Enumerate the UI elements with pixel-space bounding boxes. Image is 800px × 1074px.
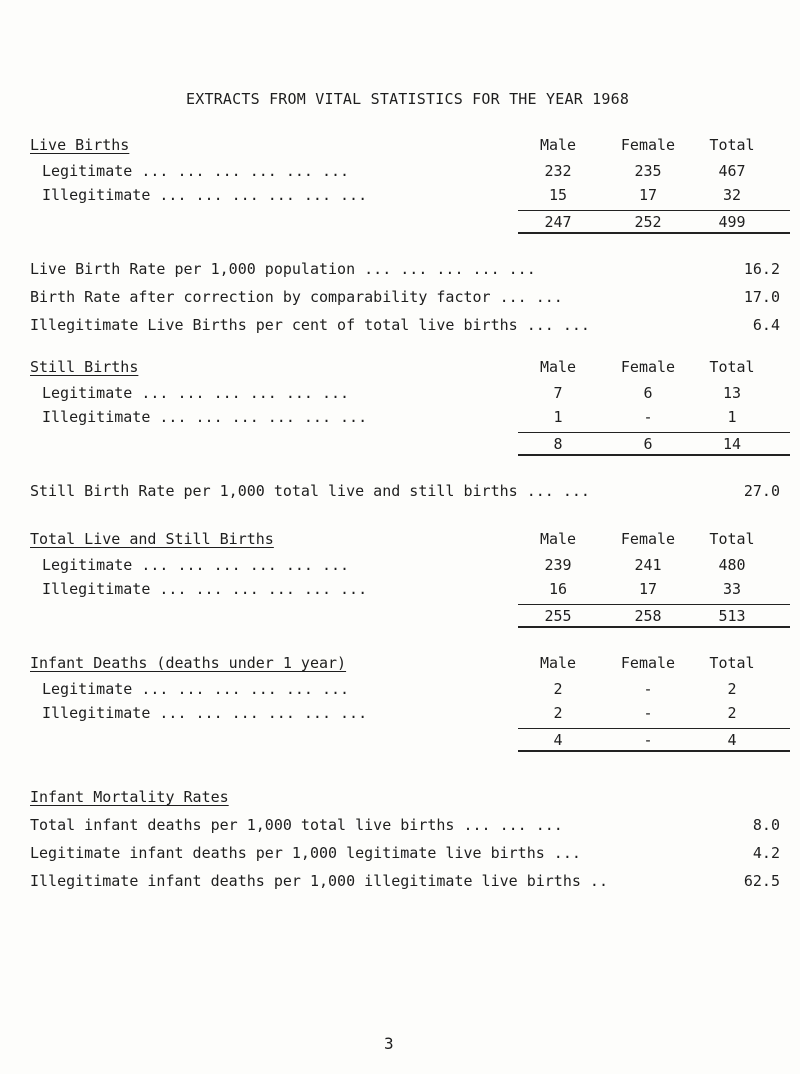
- divider: [518, 210, 790, 211]
- grand-total: 14: [722, 435, 742, 453]
- table-row: [30, 384, 770, 408]
- rate-value: 4.2: [752, 844, 780, 862]
- total-value: 467: [718, 162, 746, 180]
- totals-row: [30, 604, 770, 632]
- table-row: [30, 704, 770, 728]
- total-value: 32: [722, 186, 742, 204]
- section-header: [30, 788, 770, 816]
- female-value: -: [643, 704, 653, 722]
- live-births-section: [30, 136, 770, 238]
- rate-label: Illegitimate Live Births per cent of total live births ... ...: [30, 316, 590, 334]
- infant-deaths-section: [30, 654, 770, 756]
- female-value: 235: [634, 162, 662, 180]
- female-value: 17: [638, 580, 658, 598]
- rate-label: Total infant deaths per 1,000 total live births ... ... ...: [30, 816, 563, 834]
- rate-value: 27.0: [743, 482, 780, 500]
- male-total: 8: [553, 435, 563, 453]
- female-column-header: Female: [620, 358, 676, 376]
- female-value: -: [643, 680, 653, 698]
- rate-label: Still Birth Rate per 1,000 total live and still births ... ...: [30, 482, 590, 500]
- male-value: 15: [548, 186, 568, 204]
- male-column-header: Male: [539, 358, 577, 376]
- male-value: 232: [544, 162, 572, 180]
- divider: [518, 604, 790, 605]
- divider: [518, 626, 790, 628]
- female-value: 6: [643, 384, 653, 402]
- row-label: Illegitimate ... ... ... ... ... ...: [42, 408, 368, 426]
- male-value: 239: [544, 556, 572, 574]
- section-heading: Infant Deaths (deaths under 1 year): [30, 654, 347, 672]
- rate-value: 6.4: [752, 316, 780, 334]
- female-column-header: Female: [620, 530, 676, 548]
- female-total: 258: [634, 607, 662, 625]
- rate-row: [30, 872, 780, 900]
- rate-label: Live Birth Rate per 1,000 population ... ... ... ... ...: [30, 260, 536, 278]
- total-value: 480: [718, 556, 746, 574]
- row-label: Legitimate ... ... ... ... ... ...: [42, 162, 350, 180]
- page-number: 3: [384, 1034, 394, 1053]
- grand-total: 4: [727, 731, 737, 749]
- section-header: [30, 358, 770, 384]
- divider: [518, 454, 790, 456]
- grand-total: 499: [718, 213, 746, 231]
- total-value: 33: [722, 580, 742, 598]
- table-row: [30, 680, 770, 704]
- female-total: 252: [634, 213, 662, 231]
- section-header: [30, 136, 770, 162]
- total-column-header: Total: [709, 530, 755, 548]
- total-column-header: Total: [709, 136, 755, 154]
- section-heading: Total Live and Still Births: [30, 530, 274, 548]
- male-value: 2: [553, 704, 563, 722]
- rate-value: 16.2: [743, 260, 780, 278]
- male-column-header: Male: [539, 530, 577, 548]
- female-column-header: Female: [620, 654, 676, 672]
- section-heading: Live Births: [30, 136, 130, 154]
- row-label: Legitimate ... ... ... ... ... ...: [42, 556, 350, 574]
- total-births-section: [30, 530, 770, 632]
- total-column-header: Total: [709, 654, 755, 672]
- rate-label: Legitimate infant deaths per 1,000 legitimate live births ...: [30, 844, 581, 862]
- male-total: 247: [544, 213, 572, 231]
- totals-row: [30, 432, 770, 460]
- section-header: [30, 530, 770, 556]
- male-total: 4: [553, 731, 563, 749]
- rate-row: [30, 482, 780, 510]
- total-column-header: Total: [709, 358, 755, 376]
- male-column-header: Male: [539, 654, 577, 672]
- female-total: 6: [643, 435, 653, 453]
- divider: [518, 232, 790, 234]
- still-births-section: [30, 358, 770, 460]
- infant-mortality-section: [30, 788, 780, 900]
- female-column-header: Female: [620, 136, 676, 154]
- divider: [518, 750, 790, 752]
- rate-label: Birth Rate after correction by comparability factor ... ...: [30, 288, 563, 306]
- section-header: [30, 654, 770, 680]
- rate-row: [30, 316, 780, 344]
- male-total: 255: [544, 607, 572, 625]
- section-heading: Infant Mortality Rates: [30, 788, 229, 806]
- birth-rates-section: [30, 260, 780, 344]
- male-value: 7: [553, 384, 563, 402]
- table-row: [30, 408, 770, 432]
- table-row: [30, 556, 770, 580]
- rate-row: [30, 816, 780, 844]
- table-row: [30, 580, 770, 604]
- divider: [518, 728, 790, 729]
- male-value: 1: [553, 408, 563, 426]
- page-title: EXTRACTS FROM VITAL STATISTICS FOR THE YEAR 1968: [186, 90, 630, 108]
- rate-row: [30, 844, 780, 872]
- row-label: Illegitimate ... ... ... ... ... ...: [42, 580, 368, 598]
- rate-label: Illegitimate infant deaths per 1,000 illegitimate live births ..: [30, 872, 608, 890]
- total-value: 1: [727, 408, 737, 426]
- table-row: [30, 186, 770, 210]
- total-value: 2: [727, 704, 737, 722]
- female-value: -: [643, 408, 653, 426]
- rate-value: 8.0: [752, 816, 780, 834]
- row-label: Illegitimate ... ... ... ... ... ...: [42, 186, 368, 204]
- male-value: 2: [553, 680, 563, 698]
- female-value: 241: [634, 556, 662, 574]
- totals-row: [30, 210, 770, 238]
- rate-value: 17.0: [743, 288, 780, 306]
- totals-row: [30, 728, 770, 756]
- female-total: -: [643, 731, 653, 749]
- female-value: 17: [638, 186, 658, 204]
- total-value: 13: [722, 384, 742, 402]
- row-label: Legitimate ... ... ... ... ... ...: [42, 384, 350, 402]
- table-row: [30, 162, 770, 186]
- row-label: Illegitimate ... ... ... ... ... ...: [42, 704, 368, 722]
- rate-value: 62.5: [743, 872, 780, 890]
- rate-row: [30, 288, 780, 316]
- row-label: Legitimate ... ... ... ... ... ...: [42, 680, 350, 698]
- divider: [518, 432, 790, 433]
- male-value: 16: [548, 580, 568, 598]
- rate-row: [30, 260, 780, 288]
- total-value: 2: [727, 680, 737, 698]
- male-column-header: Male: [539, 136, 577, 154]
- still-birth-rate-section: [30, 482, 780, 510]
- section-heading: Still Births: [30, 358, 139, 376]
- grand-total: 513: [718, 607, 746, 625]
